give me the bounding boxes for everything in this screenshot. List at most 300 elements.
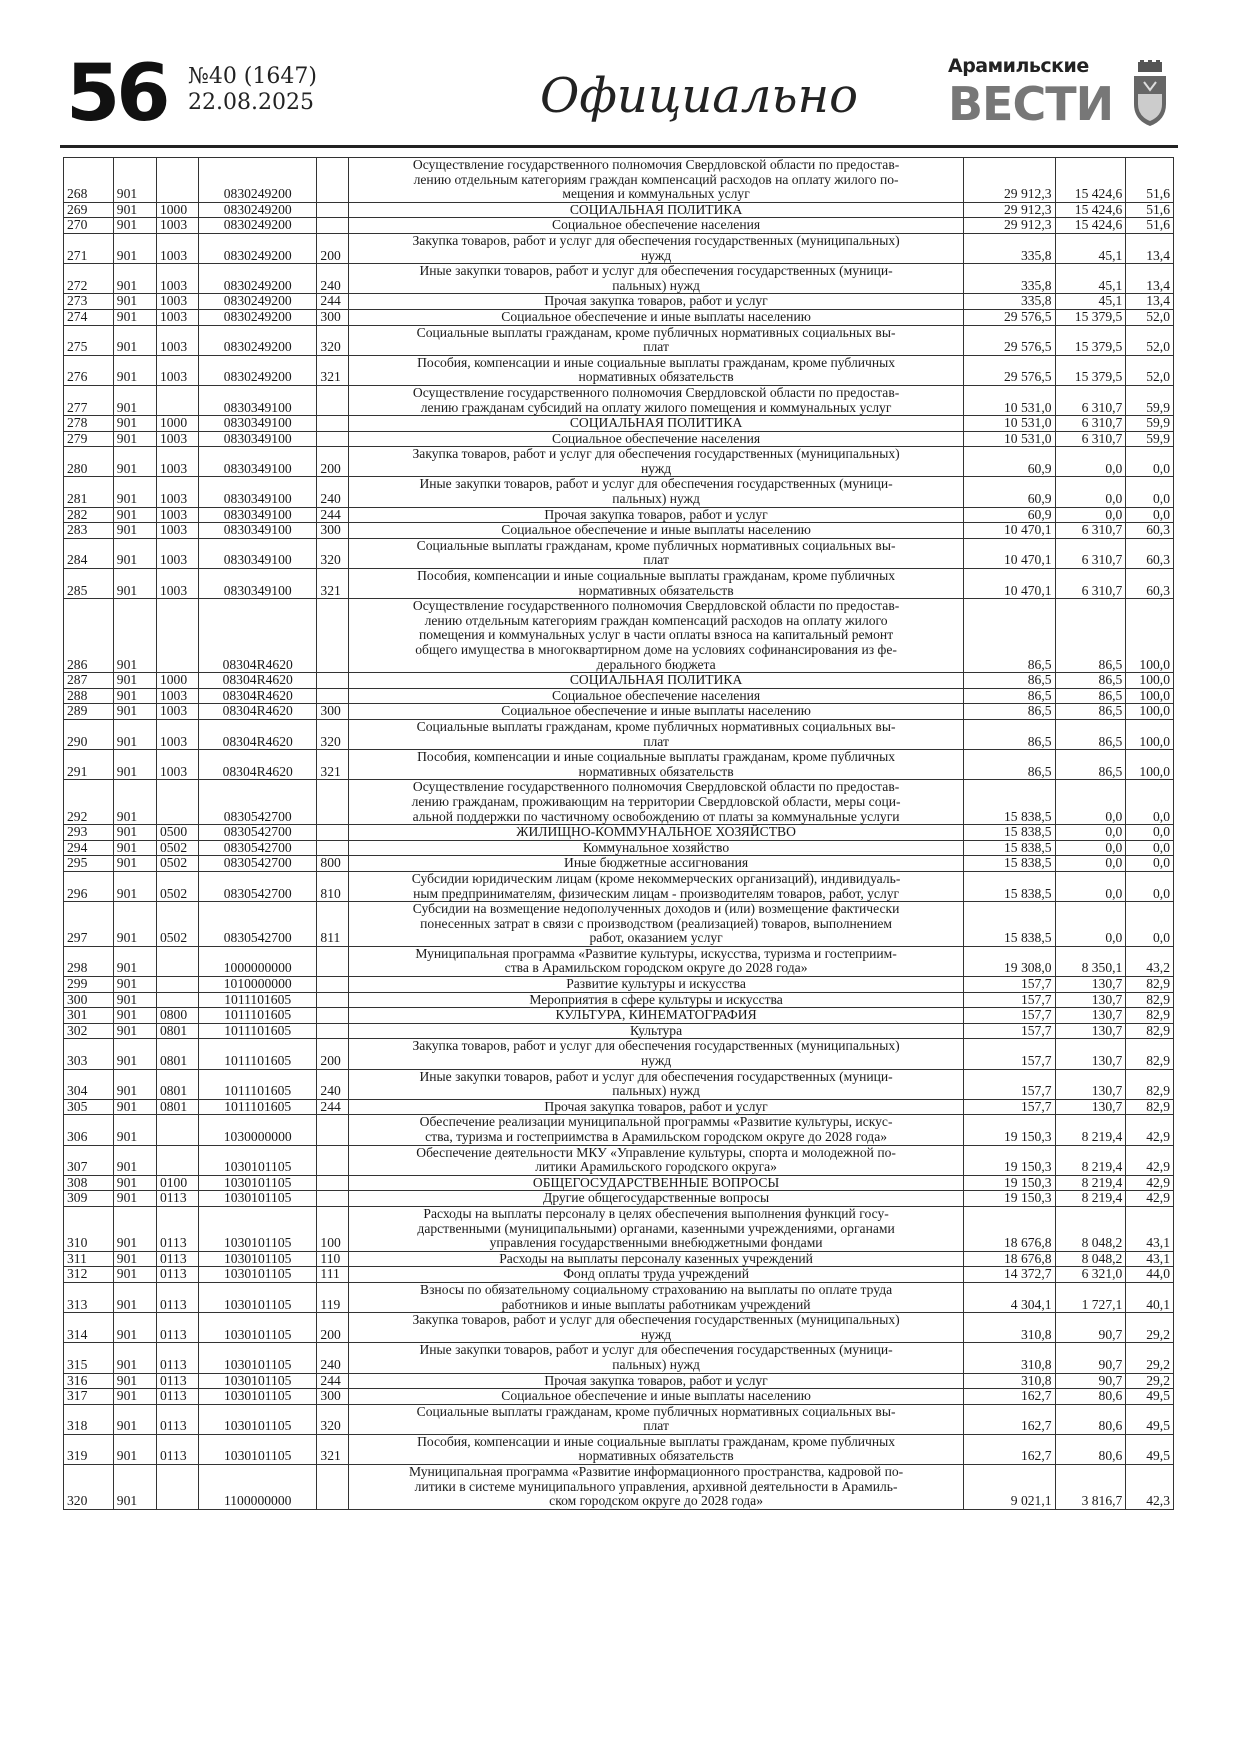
description: Осуществление государственного полномочия Свердловской области по предостав- лению гражданам, проживающим на территории Свердловской области, меры соци- альной поддержки по частичному освобождению от платы за коммунальные услуги [349,780,963,825]
expense-type-code [317,1175,349,1191]
admin-code: 901 [113,688,156,704]
section-code: 0801 [156,1039,198,1069]
execution-percent: 43,2 [1126,946,1174,976]
target-article-code: 0830542700 [199,825,317,841]
table-row [64,946,1174,976]
section-code: 0113 [156,1267,198,1283]
row-number: 307 [64,1145,114,1175]
target-article-code: 0830542700 [199,856,317,872]
target-article-code: 1030101105 [199,1389,317,1405]
executed-amount: 6 310,7 [1055,416,1126,432]
section-code: 1003 [156,294,198,310]
planned-amount: 162,7 [963,1389,1055,1405]
admin-code: 901 [113,477,156,507]
execution-percent: 82,9 [1126,1023,1174,1039]
admin-code: 901 [113,1099,156,1115]
executed-amount: 8 048,2 [1055,1251,1126,1267]
execution-percent: 43,1 [1126,1206,1174,1251]
table-row [64,1191,1174,1207]
table-row [64,1115,1174,1145]
admin-code: 901 [113,218,156,234]
execution-percent: 29,2 [1126,1373,1174,1389]
expense-type-code [317,673,349,689]
description: Муниципальная программа «Развитие информационного пространства, кадровой по- литики в системе муниципального управления, архивной деятельности в Арамиль- ском городском округе до 2028 года» [349,1465,963,1510]
section-code: 1003 [156,688,198,704]
expense-type-code: 300 [317,523,349,539]
planned-amount: 9 021,1 [963,1465,1055,1510]
planned-amount: 10 470,1 [963,569,1055,599]
executed-amount: 86,5 [1055,688,1126,704]
description: СОЦИАЛЬНАЯ ПОЛИТИКА [349,202,963,218]
executed-amount: 6 310,7 [1055,569,1126,599]
section-code: 0801 [156,1069,198,1099]
expense-type-code [317,946,349,976]
table-row [64,158,1174,203]
section-code: 0113 [156,1373,198,1389]
target-article-code: 0830349100 [199,477,317,507]
table-row [64,704,1174,720]
execution-percent: 13,4 [1126,264,1174,294]
description: Социальное обеспечение населения [349,431,963,447]
table-row [64,825,1174,841]
table-row [64,1099,1174,1115]
row-number: 300 [64,992,114,1008]
target-article-code: 1100000000 [199,1465,317,1510]
expense-type-code: 321 [317,1434,349,1464]
row-number: 268 [64,158,114,203]
target-article-code: 0830542700 [199,871,317,901]
execution-percent: 100,0 [1126,719,1174,749]
execution-percent: 52,0 [1126,355,1174,385]
target-article-code: 1010000000 [199,977,317,993]
section-code [156,158,198,203]
section-code: 1003 [156,538,198,568]
row-number: 293 [64,825,114,841]
table-row [64,1434,1174,1464]
expense-type-code [317,1115,349,1145]
description: ЖИЛИЩНО-КОММУНАЛЬНОЕ ХОЗЯЙСТВО [349,825,963,841]
planned-amount: 19 150,3 [963,1145,1055,1175]
execution-percent: 44,0 [1126,1267,1174,1283]
target-article-code: 1030000000 [199,1115,317,1145]
row-number: 294 [64,840,114,856]
target-article-code: 0830542700 [199,902,317,947]
row-number: 295 [64,856,114,872]
expense-type-code: 111 [317,1267,349,1283]
target-article-code: 1030101105 [199,1251,317,1267]
execution-percent: 100,0 [1126,750,1174,780]
row-number: 269 [64,202,114,218]
execution-percent: 42,9 [1126,1191,1174,1207]
section-code: 1003 [156,309,198,325]
planned-amount: 14 372,7 [963,1267,1055,1283]
planned-amount: 60,9 [963,447,1055,477]
row-number: 302 [64,1023,114,1039]
row-number: 310 [64,1206,114,1251]
row-number: 306 [64,1115,114,1145]
executed-amount: 86,5 [1055,673,1126,689]
execution-percent: 59,9 [1126,416,1174,432]
expense-type-code [317,202,349,218]
admin-code: 901 [113,158,156,203]
admin-code: 901 [113,416,156,432]
section-code: 0502 [156,840,198,856]
target-article-code: 0830542700 [199,840,317,856]
section-code: 0113 [156,1191,198,1207]
execution-percent: 29,2 [1126,1313,1174,1343]
section-code: 0502 [156,856,198,872]
description: Пособия, компенсации и иные социальные выплаты гражданам, кроме публичных нормативных обязательств [349,1434,963,1464]
executed-amount: 15 424,6 [1055,202,1126,218]
row-number: 308 [64,1175,114,1191]
section-code: 1003 [156,233,198,263]
section-code: 1003 [156,477,198,507]
execution-percent: 0,0 [1126,902,1174,947]
execution-percent: 0,0 [1126,447,1174,477]
planned-amount: 157,7 [963,977,1055,993]
executed-amount: 15 379,5 [1055,309,1126,325]
description: Социальное обеспечение населения [349,688,963,704]
expense-type-code [317,1023,349,1039]
section-code: 0500 [156,825,198,841]
admin-code: 901 [113,569,156,599]
row-number: 303 [64,1039,114,1069]
row-number: 312 [64,1267,114,1283]
admin-code: 901 [113,385,156,415]
section-code: 0113 [156,1206,198,1251]
executed-amount: 130,7 [1055,1099,1126,1115]
expense-type-code [317,840,349,856]
executed-amount: 45,1 [1055,264,1126,294]
section-code: 1003 [156,523,198,539]
section-code: 0502 [156,902,198,947]
section-code: 0113 [156,1343,198,1373]
target-article-code: 1030101105 [199,1404,317,1434]
admin-code: 901 [113,856,156,872]
expense-type-code: 321 [317,569,349,599]
description: Расходы на выплаты персоналу в целях обеспечения выполнения функций госу- дарственными (муниципальными) органами, казенными учреждениями, органами управления государственными внебюджетными фондами [349,1206,963,1251]
target-article-code: 1030101105 [199,1343,317,1373]
description: Обеспечение деятельности МКУ «Управление культуры, спорта и молодежной по- литики Арамильского городского округа» [349,1145,963,1175]
expense-type-code [317,158,349,203]
section-code [156,946,198,976]
admin-code: 901 [113,1023,156,1039]
planned-amount: 86,5 [963,599,1055,673]
executed-amount: 0,0 [1055,780,1126,825]
target-article-code: 0830249200 [199,294,317,310]
expense-type-code [317,431,349,447]
expense-type-code [317,416,349,432]
logo-main-text: ВЕСТИ [948,77,1114,131]
execution-percent: 100,0 [1126,688,1174,704]
section-code: 1003 [156,264,198,294]
expense-type-code [317,385,349,415]
executed-amount: 86,5 [1055,599,1126,673]
expense-type-code [317,825,349,841]
description: Закупка товаров, работ и услуг для обеспечения государственных (муниципальных) нужд [349,233,963,263]
table-row [64,840,1174,856]
executed-amount: 130,7 [1055,1069,1126,1099]
description: Пособия, компенсации и иные социальные выплаты гражданам, кроме публичных нормативных обязательств [349,750,963,780]
admin-code: 901 [113,1343,156,1373]
planned-amount: 157,7 [963,1008,1055,1024]
row-number: 314 [64,1313,114,1343]
execution-percent: 43,1 [1126,1251,1174,1267]
description: Прочая закупка товаров, работ и услуг [349,1099,963,1115]
row-number: 298 [64,946,114,976]
target-article-code: 1011101605 [199,1023,317,1039]
expense-type-code: 320 [317,325,349,355]
admin-code: 901 [113,294,156,310]
section-code: 1000 [156,416,198,432]
execution-percent: 52,0 [1126,325,1174,355]
section-code: 1003 [156,355,198,385]
planned-amount: 4 304,1 [963,1282,1055,1312]
row-number: 304 [64,1069,114,1099]
table-row [64,1023,1174,1039]
expense-type-code: 810 [317,871,349,901]
expense-type-code: 300 [317,309,349,325]
expense-type-code: 240 [317,264,349,294]
table-row [64,385,1174,415]
table-row [64,325,1174,355]
table-row [64,477,1174,507]
executed-amount: 90,7 [1055,1343,1126,1373]
executed-amount: 86,5 [1055,719,1126,749]
row-number: 278 [64,416,114,432]
table-row [64,1008,1174,1024]
target-article-code: 0830349100 [199,385,317,415]
admin-code: 901 [113,264,156,294]
planned-amount: 157,7 [963,1039,1055,1069]
admin-code: 901 [113,780,156,825]
table-row [64,902,1174,947]
admin-code: 901 [113,1175,156,1191]
description: Социальные выплаты гражданам, кроме публичных нормативных социальных вы- плат [349,719,963,749]
table-row [64,355,1174,385]
table-row [64,416,1174,432]
table-row [64,569,1174,599]
target-article-code: 08304R4620 [199,673,317,689]
execution-percent: 0,0 [1126,780,1174,825]
table-row [64,264,1174,294]
row-number: 297 [64,902,114,947]
planned-amount: 19 150,3 [963,1191,1055,1207]
expense-type-code: 321 [317,750,349,780]
planned-amount: 19 308,0 [963,946,1055,976]
planned-amount: 86,5 [963,688,1055,704]
executed-amount: 8 219,4 [1055,1191,1126,1207]
target-article-code: 1030101105 [199,1267,317,1283]
row-number: 313 [64,1282,114,1312]
row-number: 301 [64,1008,114,1024]
table-row [64,447,1174,477]
execution-percent: 82,9 [1126,1008,1174,1024]
executed-amount: 130,7 [1055,1008,1126,1024]
executed-amount: 15 424,6 [1055,218,1126,234]
section-code: 1003 [156,704,198,720]
planned-amount: 18 676,8 [963,1206,1055,1251]
target-article-code: 1011101605 [199,1039,317,1069]
description: Осуществление государственного полномочия Свердловской области по предостав- лению отдельным категориям граждан компенсаций расходов на оплату жилого по- мещения и коммунальных услуг [349,158,963,203]
target-article-code: 0830249200 [199,158,317,203]
table-row [64,1404,1174,1434]
planned-amount: 15 838,5 [963,902,1055,947]
execution-percent: 13,4 [1126,233,1174,263]
executed-amount: 15 424,6 [1055,158,1126,203]
executed-amount: 6 310,7 [1055,431,1126,447]
planned-amount: 310,8 [963,1373,1055,1389]
row-number: 287 [64,673,114,689]
row-number: 319 [64,1434,114,1464]
description: Социальное обеспечение и иные выплаты населению [349,1389,963,1405]
expense-type-code [317,218,349,234]
planned-amount: 86,5 [963,719,1055,749]
execution-percent: 100,0 [1126,673,1174,689]
executed-amount: 6 310,7 [1055,538,1126,568]
admin-code: 901 [113,840,156,856]
description: СОЦИАЛЬНАЯ ПОЛИТИКА [349,416,963,432]
admin-code: 901 [113,946,156,976]
expense-type-code: 244 [317,1373,349,1389]
row-number: 309 [64,1191,114,1207]
planned-amount: 335,8 [963,233,1055,263]
expense-type-code: 240 [317,1069,349,1099]
executed-amount: 0,0 [1055,477,1126,507]
executed-amount: 3 816,7 [1055,1465,1126,1510]
executed-amount: 90,7 [1055,1373,1126,1389]
expense-type-code: 800 [317,856,349,872]
executed-amount: 1 727,1 [1055,1282,1126,1312]
table-row [64,218,1174,234]
section-code: 0100 [156,1175,198,1191]
description: Социальные выплаты гражданам, кроме публичных нормативных социальных вы- плат [349,1404,963,1434]
section-code: 1000 [156,202,198,218]
executed-amount: 45,1 [1055,233,1126,263]
description: Иные закупки товаров, работ и услуг для обеспечения государственных (муници- пальных) нужд [349,1343,963,1373]
target-article-code: 1030101105 [199,1191,317,1207]
expense-type-code: 320 [317,1404,349,1434]
coat-of-arms-icon [1130,60,1170,128]
expense-type-code: 119 [317,1282,349,1312]
page-number: 56 [66,49,167,139]
executed-amount: 0,0 [1055,447,1126,477]
section-title: Официально [540,68,859,124]
admin-code: 901 [113,447,156,477]
admin-code: 901 [113,1434,156,1464]
executed-amount: 6 310,7 [1055,523,1126,539]
expense-type-code: 200 [317,233,349,263]
row-number: 311 [64,1251,114,1267]
row-number: 305 [64,1099,114,1115]
description: Иные закупки товаров, работ и услуг для обеспечения государственных (муници- пальных) нужд [349,477,963,507]
row-number: 291 [64,750,114,780]
section-code [156,780,198,825]
issue-info [188,64,317,116]
admin-code: 901 [113,1465,156,1510]
planned-amount: 15 838,5 [963,856,1055,872]
planned-amount: 29 912,3 [963,158,1055,203]
description: Взносы по обязательному социальному страхованию на выплаты по оплате труда работников и иные выплаты работникам учреждений [349,1282,963,1312]
row-number: 273 [64,294,114,310]
section-code: 0502 [156,871,198,901]
issue-number: №40 (1647) [188,64,317,89]
table-row [64,202,1174,218]
admin-code: 901 [113,1145,156,1175]
row-number: 286 [64,599,114,673]
table-row [64,1251,1174,1267]
expense-type-code: 240 [317,1343,349,1373]
expense-type-code: 244 [317,1099,349,1115]
expense-type-code: 320 [317,719,349,749]
execution-percent: 42,9 [1126,1115,1174,1145]
execution-percent: 0,0 [1126,856,1174,872]
target-article-code: 0830349100 [199,523,317,539]
description: Прочая закупка товаров, работ и услуг [349,507,963,523]
target-article-code: 08304R4620 [199,719,317,749]
section-code [156,385,198,415]
expense-type-code [317,688,349,704]
planned-amount: 29 912,3 [963,202,1055,218]
description: Муниципальная программа «Развитие культуры, искусства, туризма и гостеприим- ства в Арамильском городском округе до 2028 года» [349,946,963,976]
executed-amount: 15 379,5 [1055,325,1126,355]
section-code: 1003 [156,569,198,599]
table-row [64,1267,1174,1283]
planned-amount: 162,7 [963,1404,1055,1434]
table-row [64,1175,1174,1191]
execution-percent: 82,9 [1126,977,1174,993]
expense-type-code: 240 [317,477,349,507]
expense-type-code: 811 [317,902,349,947]
executed-amount: 15 379,5 [1055,355,1126,385]
description: Социальные выплаты гражданам, кроме публичных нормативных социальных вы- плат [349,538,963,568]
section-code: 0113 [156,1404,198,1434]
execution-percent: 60,3 [1126,538,1174,568]
target-article-code: 0830542700 [199,780,317,825]
section-code: 1003 [156,750,198,780]
description: Закупка товаров, работ и услуг для обеспечения государственных (муниципальных) нужд [349,447,963,477]
execution-percent: 49,5 [1126,1404,1174,1434]
section-code: 0113 [156,1251,198,1267]
planned-amount: 15 838,5 [963,840,1055,856]
admin-code: 901 [113,825,156,841]
row-number: 285 [64,569,114,599]
row-number: 317 [64,1389,114,1405]
admin-code: 901 [113,704,156,720]
executed-amount: 86,5 [1055,704,1126,720]
target-article-code: 1011101605 [199,1008,317,1024]
target-article-code: 08304R4620 [199,750,317,780]
section-code: 0113 [156,1313,198,1343]
target-article-code: 1030101105 [199,1373,317,1389]
description: Социальное обеспечение и иные выплаты населению [349,523,963,539]
execution-percent: 0,0 [1126,840,1174,856]
description: Другие общегосударственные вопросы [349,1191,963,1207]
table-row [64,1313,1174,1343]
row-number: 296 [64,871,114,901]
admin-code: 901 [113,719,156,749]
row-number: 292 [64,780,114,825]
logo-top-text: Арамильские [948,55,1089,77]
planned-amount: 15 838,5 [963,825,1055,841]
description: Иные закупки товаров, работ и услуг для обеспечения государственных (муници- пальных) нужд [349,1069,963,1099]
executed-amount: 45,1 [1055,294,1126,310]
section-code: 0800 [156,1008,198,1024]
target-article-code: 08304R4620 [199,599,317,673]
description: Иные бюджетные ассигнования [349,856,963,872]
admin-code: 901 [113,431,156,447]
description: Развитие культуры и искусства [349,977,963,993]
